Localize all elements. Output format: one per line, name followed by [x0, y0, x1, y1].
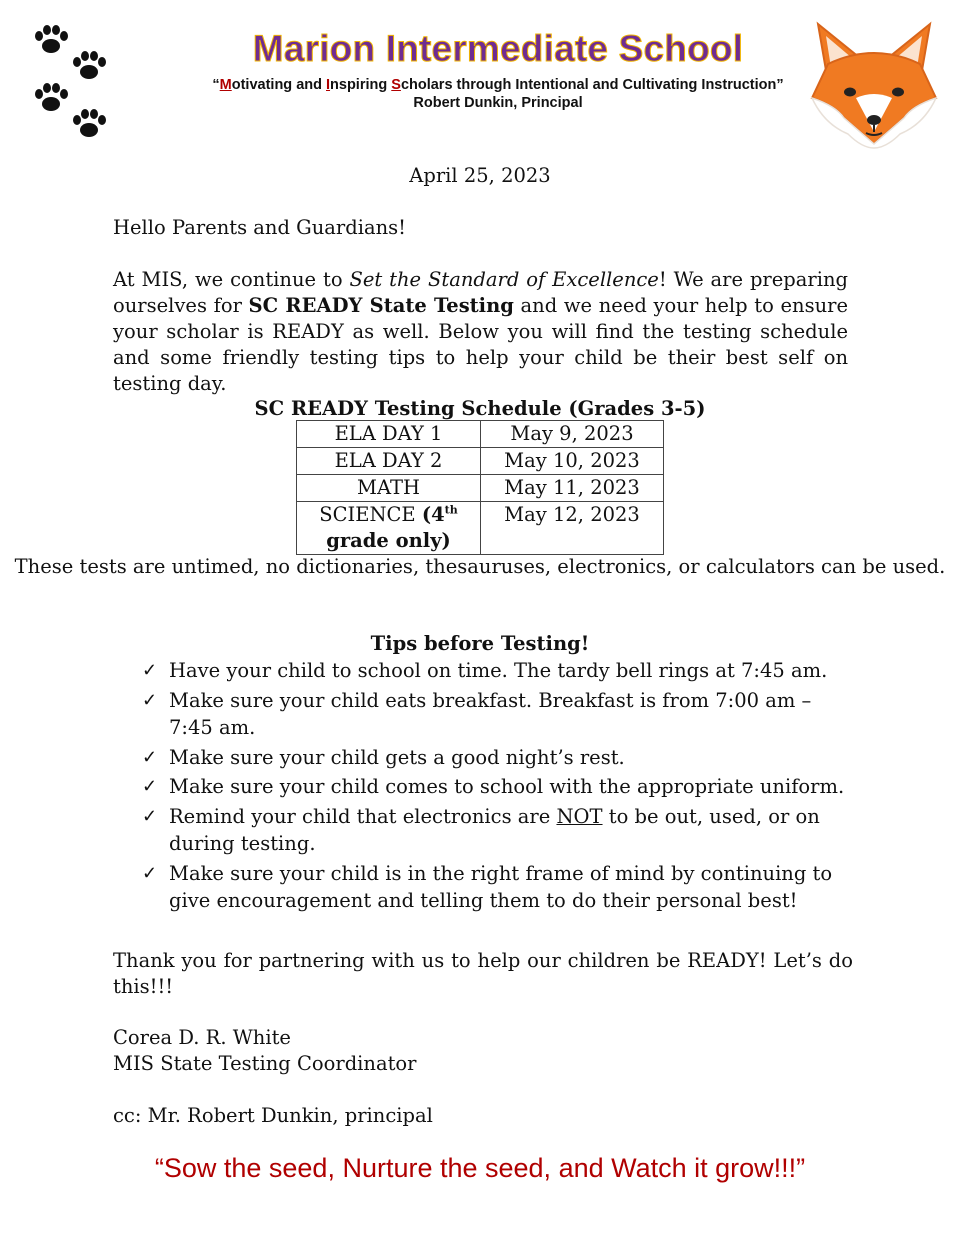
table-row: [297, 475, 664, 502]
checkmark-icon: ✓: [142, 689, 158, 711]
tip-text: Make sure your child comes to school with the appropriate uniform.: [169, 775, 845, 798]
intro-text: and we need your help to ensure your scholar is READY as well. Below you will find the testing schedule and some friendly testing tips to help your child be their best self on testing day.: [113, 294, 848, 395]
testing-schedule-table: [296, 420, 664, 555]
checkmark-icon: ✓: [142, 746, 158, 768]
schedule-date: May 10, 2023: [481, 448, 664, 475]
schedule-subject: ELA DAY 2: [297, 448, 481, 475]
intro-paragraph: [113, 267, 848, 397]
schedule-date: May 9, 2023: [481, 421, 664, 448]
schedule-date: May 12, 2023: [481, 502, 664, 555]
list-item: [140, 687, 850, 742]
tip-text: Make sure your child eats breakfast. Breakfast is from 7:00 am – 7:45 am.: [169, 688, 812, 739]
schedule-title: SC READY Testing Schedule (Grades 3-5): [254, 397, 706, 420]
letter-date: April 25, 2023: [409, 164, 551, 187]
tip-text: Have your child to school on time. The tardy bell rings at 7:45 am.: [169, 659, 828, 682]
subject-bold-text: (4: [421, 503, 445, 526]
tips-title: Tips before Testing!: [370, 632, 590, 655]
table-row: [297, 421, 664, 448]
tip-underlined-word: NOT: [556, 804, 603, 828]
untimed-note-text: These tests are untimed, no dictionaries, thesauruses, electronics, or calculators can be used.: [14, 555, 946, 578]
checkmark-icon: ✓: [142, 776, 158, 797]
motto-text: nspiring: [330, 77, 392, 93]
subject-text: SCIENCE: [319, 503, 422, 526]
motto-text: otivating and: [231, 77, 326, 93]
subject-bold-text: grade only): [326, 529, 451, 552]
list-item: [140, 860, 850, 915]
motto-letter-m: M: [219, 77, 232, 93]
schedule-subject: ELA DAY 1: [297, 421, 481, 448]
intro-bold-phrase: SC READY State Testing: [248, 294, 514, 317]
signer-title: MIS State Testing Coordinator: [113, 1052, 417, 1075]
principal-line: Robert Dunkin, Principal: [413, 95, 583, 111]
intro-italic-phrase: Set the Standard of Excellence: [349, 268, 659, 291]
motto-text: cholars through Intentional and Cultivating Instruction”: [400, 77, 784, 93]
untimed-note: [0, 554, 960, 580]
intro-text: At MIS, we continue to: [113, 268, 350, 291]
list-item: [140, 744, 850, 772]
fox-mascot-icon: [808, 20, 940, 150]
closing-quote: “Sow the seed, Nurture the seed, and Watch it grow!!!”: [154, 1153, 806, 1183]
list-item: [140, 803, 850, 858]
motto-open-quote: “: [212, 77, 220, 93]
thanks-paragraph: Thank you for partnering with us to help our children be READY! Let’s do this!!!: [113, 949, 853, 998]
paw-print-icon: [70, 108, 108, 140]
list-item: [140, 657, 850, 685]
schedule-date: May 11, 2023: [481, 475, 664, 502]
school-name: Marion Intermediate School: [252, 28, 744, 69]
checkmark-icon: ✓: [142, 862, 158, 884]
ordinal-suffix: th: [444, 503, 458, 517]
table-row: [297, 448, 664, 475]
checkmark-icon: ✓: [142, 660, 158, 681]
intro-text: ! We are preparing ourselves for: [113, 268, 849, 317]
table-row: [297, 502, 664, 555]
tips-list: [140, 657, 850, 917]
list-item: [140, 773, 850, 801]
letter-greeting: Hello Parents and Guardians!: [113, 216, 406, 239]
tip-text: Make sure your child is in the right frame of mind by continuing to give encouragement and telling them to do their personal best!: [169, 861, 833, 912]
checkmark-icon: ✓: [142, 805, 158, 827]
motto-letter-i: I: [326, 77, 331, 93]
motto-letter-s: S: [391, 77, 401, 93]
schedule-subject: [297, 502, 481, 555]
signer-name: Corea D. R. White: [113, 1026, 291, 1049]
cc-line: cc: Mr. Robert Dunkin, principal: [113, 1104, 433, 1127]
schedule-subject: MATH: [297, 475, 481, 502]
tip-text: Make sure your child gets a good night’s rest.: [169, 745, 625, 769]
tip-text: to be out, used, or on during testing.: [169, 804, 820, 855]
tip-text: Remind your child that electronics are: [169, 804, 557, 828]
